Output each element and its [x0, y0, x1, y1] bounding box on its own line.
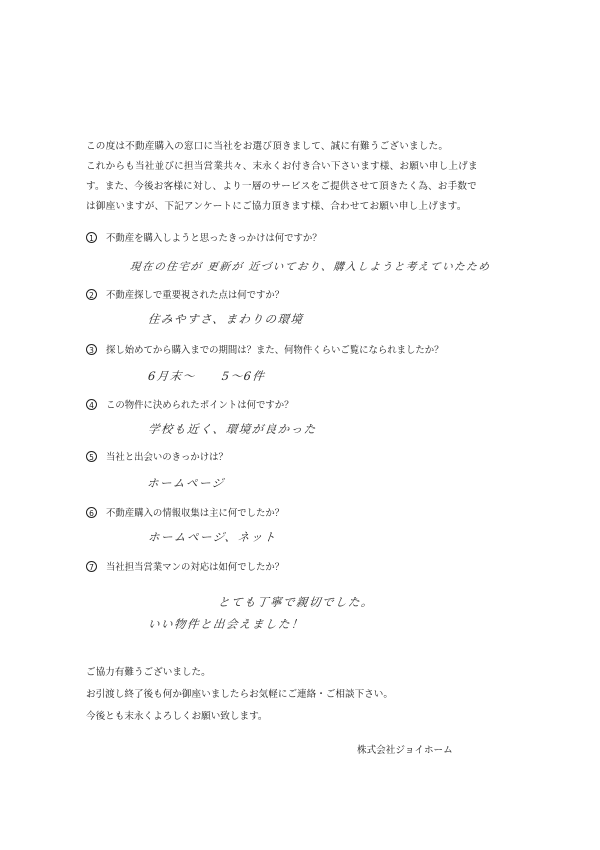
question-4: [86, 397, 294, 411]
question-number: 7: [86, 561, 97, 572]
question-3: [86, 342, 444, 356]
handwritten-answer-7a: とても丁寧で親切でした。: [217, 595, 375, 609]
question-text: 当社担当営業マンの対応は如何でしたか？: [106, 562, 285, 573]
question-text: 当社と出会いのきっかけは？: [106, 452, 228, 463]
handwritten-answer-5: ホームページ: [146, 476, 226, 490]
handwritten-answer-4: 学校も近く、環境が良かった: [147, 422, 318, 436]
closing-line: 今後とも末永くよろしくお願い致します。: [86, 711, 268, 722]
intro-line: これからも当社並びに担当営業共々、末永くお付き合い下さいます様、お願い申し上げま: [86, 161, 478, 172]
handwritten-answer-1: 現在の住宅が 更新が 近づいており、購入しようと考えていたため: [129, 261, 492, 273]
closing-paragraph: [86, 662, 393, 728]
question-number: 2: [86, 289, 97, 300]
question-1: [86, 230, 322, 244]
intro-line: は御座いますが、下記アンケートにご協力頂きます様、合わせてお願い申し上げます。: [86, 201, 467, 212]
question-6: [86, 505, 284, 519]
intro-line: す。また、今後お客様に対し、より一層のサービスをご提供させて頂きたく為、お手数で: [86, 181, 477, 192]
closing-line: お引渡し終了後も何か御座いましたらお気軽にご連絡・ご相談下さい。: [86, 689, 393, 700]
handwritten-answer-7b: いい物件と出会えました！: [147, 617, 305, 631]
question-text: 探し始めてから購入までの期間は？また、何物件くらいご覧になられましたか？: [106, 345, 444, 356]
question-5: [86, 449, 228, 463]
question-2: [86, 287, 284, 301]
question-number: 6: [86, 507, 97, 518]
intro-line: この度は不動産購入の窓口に当社をお選び頂きまして、誠に有難うございました。: [86, 141, 449, 152]
question-text: 不動産購入の情報収集は主に何でしたか？: [106, 508, 285, 519]
question-text: 不動産を購入しようと思ったきっかけは何ですか？: [106, 233, 322, 244]
question-7: [86, 559, 284, 573]
handwritten-answer-3: 6月末～ 5～6件: [147, 369, 267, 383]
intro-paragraph: [86, 137, 526, 217]
handwritten-answer-6: ホームページ、ネット: [147, 530, 278, 544]
question-number: 3: [86, 344, 97, 355]
question-number: 4: [86, 399, 97, 410]
question-text: この物件に決められたポイントは何ですか？: [106, 400, 294, 411]
handwritten-answer-2: 住みやすさ、まわりの環境: [147, 312, 305, 326]
question-number: 5: [86, 451, 97, 462]
company-signature: 株式会社ジョイホーム: [357, 745, 453, 756]
closing-line: ご協力有難うございました。: [86, 667, 211, 678]
question-number: 1: [86, 232, 97, 243]
question-text: 不動産探しで重要視された点は何ですか？: [106, 290, 285, 301]
